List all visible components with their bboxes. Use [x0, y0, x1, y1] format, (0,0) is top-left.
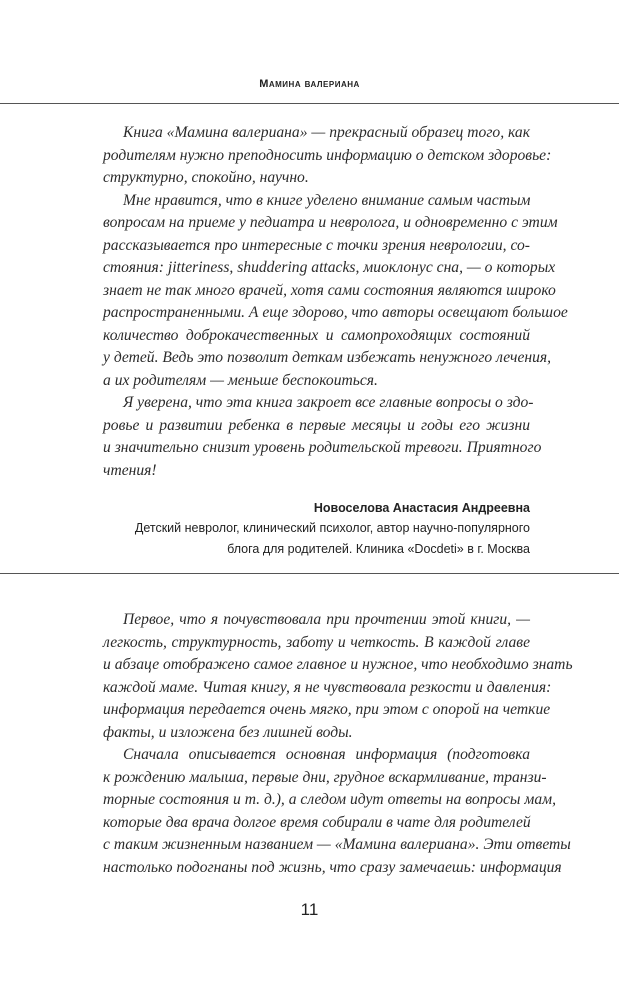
- text-line: чтения!: [103, 461, 157, 479]
- review-1-text: [103, 122, 568, 482]
- text-line: которые два врача долгое время собирали в чате для родителей: [103, 813, 531, 831]
- text-line: знает не так много врачей, хотя сами состояния являются широко: [103, 281, 556, 299]
- text-line: рассказывается про интересные с точки зрения неврологии, со-: [103, 236, 530, 254]
- text-line: а их родителям — меньше беспокоиться.: [103, 371, 378, 389]
- text-line: к рождению малыша, первые дни, грудное вскармливание, транзи-: [103, 768, 547, 786]
- text-line: Сначала описывается основная информация (подготовка: [123, 746, 530, 763]
- reviewer-description-line-1: Детский невролог, клинический психолог, автор научно-популярного: [134, 521, 530, 535]
- running-head: Мамина валериана: [259, 78, 360, 90]
- text-line: ровье и развитии ребенка в первые месяцы и годы его жизни: [103, 416, 530, 434]
- text-line: родителям нужно преподносить информацию о детском здоровье:: [103, 146, 552, 164]
- reviewer-name: Новоселова Анастасия Андреевна: [313, 501, 530, 515]
- text-line: и абзаце отображено самое главное и нужное, что необходимо знать: [103, 656, 573, 673]
- text-line: торные состояния и т. д.), а следом идут ответы на вопросы мам,: [103, 791, 556, 808]
- review-2-text: [103, 609, 573, 879]
- header-rule: [0, 103, 619, 104]
- text-line: Мне нравится, что в книге уделено внимание самым частым: [123, 191, 531, 209]
- text-line: факты, и изложена без лишней воды.: [103, 723, 353, 741]
- text-line: распространенными. А еще здорово, что авторы освещают большое: [103, 304, 568, 321]
- text-line: стояния: jitteriness, shuddering attacks, миоклонус сна, — о которых: [103, 259, 556, 276]
- page-number: 11: [300, 900, 319, 919]
- text-line: настолько подогнаны под жизнь, что сразу замечаешь: информация: [103, 858, 562, 876]
- review-1-signature: [103, 498, 530, 560]
- text-line: легкость, структурность, заботу и четкость. В каждой главе: [103, 633, 530, 651]
- text-line: вопросам на приеме у педиатра и невролога, и одновременно с этим: [103, 214, 558, 231]
- reviewer-description-line-2: блога для родителей. Клиника «Docdeti» в г. Москва: [227, 542, 530, 556]
- text-line: Книга «Мамина валериана» — прекрасный образец того, как: [123, 124, 530, 141]
- text-line: структурно, спокойно, научно.: [103, 169, 309, 186]
- section-rule: [0, 573, 619, 574]
- text-line: количество доброкачественных и самопроходящих состояний: [103, 326, 530, 344]
- text-line: информация передается очень мягко, при этом с опорой на четкие: [103, 701, 551, 718]
- text-line: с таким жизненным названием — «Мамина валериана». Эти ответы: [103, 836, 571, 853]
- text-line: каждой маме. Читая книгу, я не чувствовала резкости и давления:: [103, 678, 552, 696]
- text-line: Первое, что я почувствовала при прочтении этой книги, —: [123, 611, 530, 628]
- text-line: у детей. Ведь это позволит деткам избежать ненужного лечения,: [103, 349, 552, 366]
- text-line: и значительно снизит уровень родительской тревоги. Приятного: [103, 439, 542, 456]
- text-line: Я уверена, что эта книга закроет все главные вопросы о здо-: [123, 394, 534, 411]
